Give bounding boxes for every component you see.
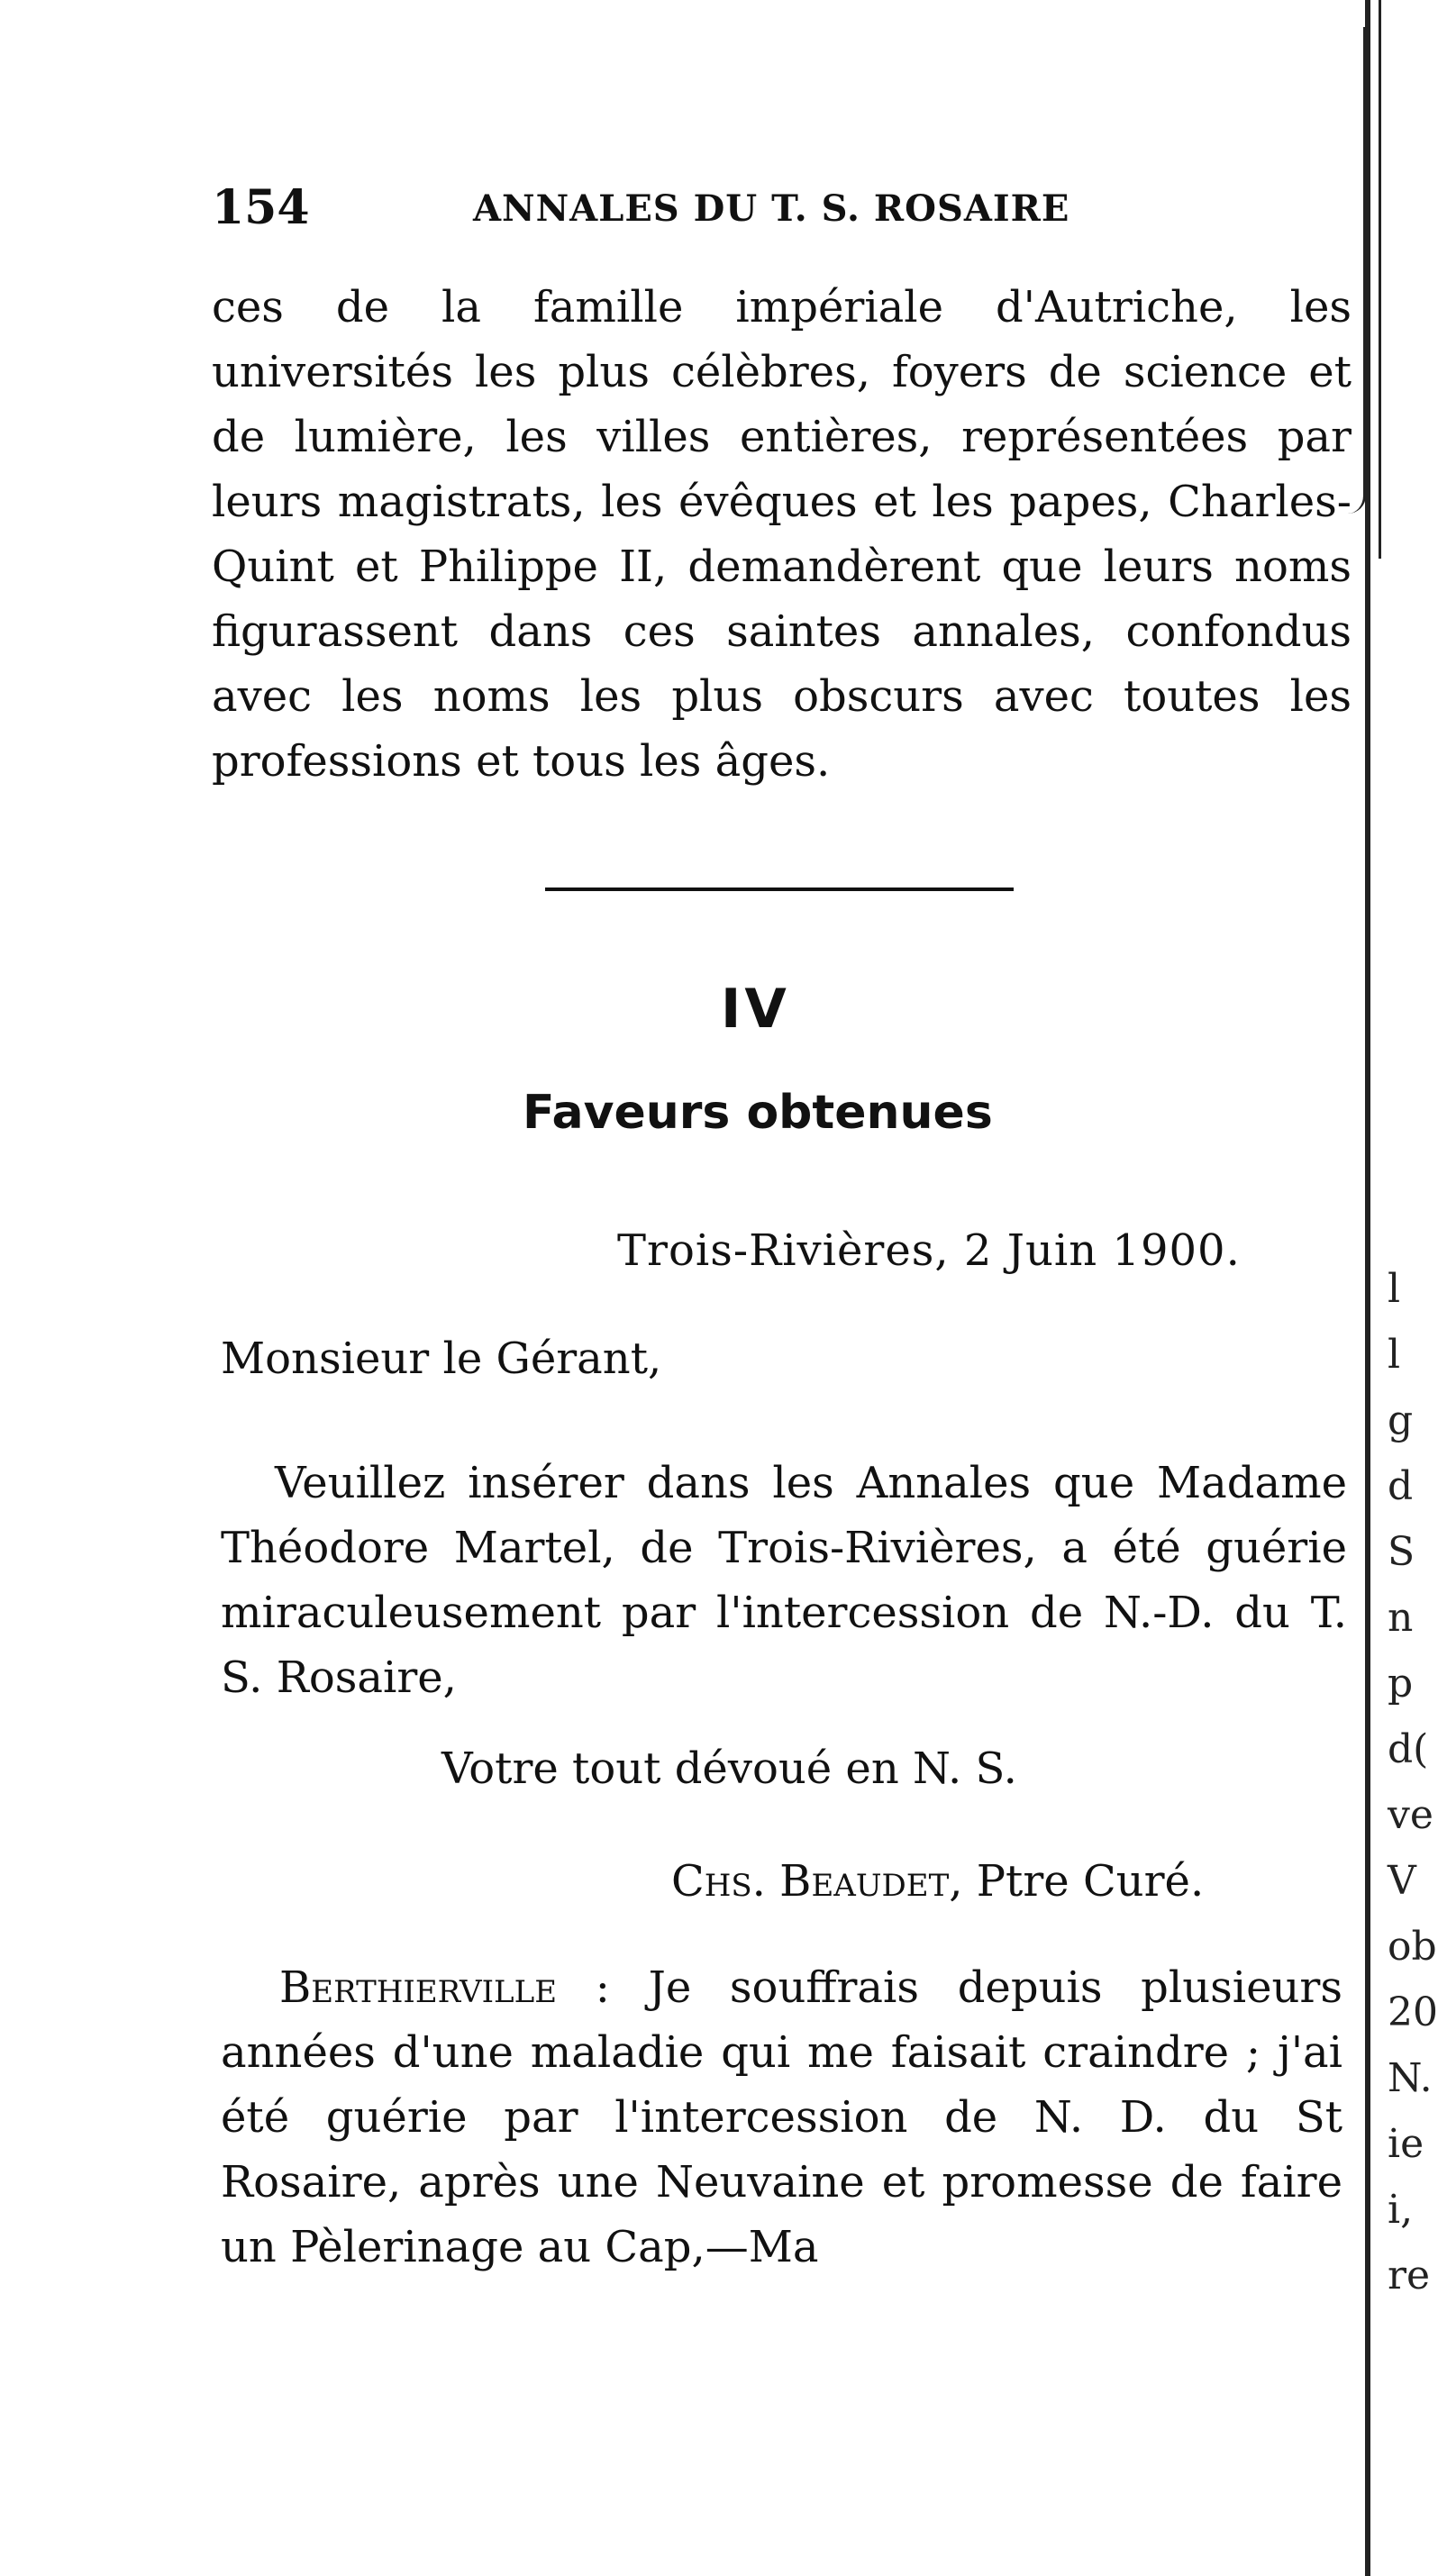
letter-signature bbox=[671, 1856, 1204, 1907]
facing-page-fragment: ob bbox=[1388, 1924, 1437, 1970]
facing-page-fragment: ie bbox=[1388, 2121, 1424, 2167]
facing-page-fragment: S bbox=[1388, 1529, 1415, 1575]
testimony-paragraph bbox=[221, 1955, 1342, 2280]
facing-page-fragment: g bbox=[1388, 1397, 1414, 1443]
facing-page-fragment: N. bbox=[1388, 2055, 1433, 2101]
section-divider bbox=[545, 887, 1014, 891]
letter-place-date: Trois-Rivières, 2 Juin 1900. bbox=[617, 1225, 1241, 1276]
facing-page-fragment: n bbox=[1388, 1595, 1414, 1641]
facing-page-fragment: 20 bbox=[1388, 1989, 1438, 2035]
testimony-text bbox=[221, 1955, 1342, 2280]
letter-closing: Votre tout dévoué en N. S. bbox=[441, 1743, 1017, 1794]
page-gutter-edge bbox=[1365, 0, 1370, 2576]
page-header bbox=[212, 180, 1342, 243]
facing-page-fragment: p bbox=[1388, 1661, 1414, 1707]
page-gutter-edge-inner bbox=[1379, 0, 1381, 559]
facing-page-fragments bbox=[1388, 1257, 1438, 2309]
gutter-bracket bbox=[1347, 27, 1366, 514]
letter-salutation: Monsieur le Gérant, bbox=[221, 1334, 662, 1384]
facing-page-fragment: l bbox=[1388, 1266, 1401, 1312]
facing-page-fragment: V bbox=[1388, 1858, 1416, 1904]
signature-name: Chs. Beaudet, bbox=[671, 1856, 963, 1907]
facing-page-fragment: re bbox=[1388, 2253, 1431, 2298]
letter-body-text: Veuillez insérer dans les Annales que Madame Théodore Martel, de Trois-Rivières, a été guérie miraculeusement par l'intercession de N.-D. du T. S. Rosaire, bbox=[221, 1458, 1347, 1703]
testimony-place: Berthierville : bbox=[279, 1962, 610, 2013]
facing-page-fragment: d bbox=[1388, 1463, 1414, 1509]
facing-page-fragment: i, bbox=[1388, 2187, 1414, 2233]
facing-page-fragment: ve bbox=[1388, 1792, 1433, 1838]
testimony-body: Je souffrais depuis plusieurs années d'une maladie qui me faisait craindre ; j'ai été guérie par l'intercession de N. D. du St Rosaire, après une Neuvaine et promesse de faire un Pèlerinage au Cap,—Ma bbox=[221, 1962, 1343, 2272]
facing-page-fragment: d( bbox=[1388, 1726, 1429, 1772]
page-number: 154 bbox=[212, 180, 310, 235]
signature-title: Ptre Curé. bbox=[962, 1856, 1205, 1907]
section-number: IV bbox=[721, 978, 790, 1041]
running-title: ANNALES DU T. S. ROSAIRE bbox=[473, 187, 1070, 230]
letter-body bbox=[221, 1451, 1347, 1710]
intro-paragraph-text: ces de la famille impériale d'Autriche, les universités les plus célèbres, foyers de science et de lumière, les villes entières, représentées par leurs magistrats, les évêques et les papes, Charles-Quint et Philippe II, demandèrent que leurs noms figurassent dans ces saintes annales, confondus avec les noms les plus obscurs avec toutes les professions et tous les âges. bbox=[212, 282, 1352, 787]
facing-page-fragment: l bbox=[1388, 1332, 1401, 1378]
intro-paragraph bbox=[212, 275, 1352, 794]
section-title: Faveurs obtenues bbox=[523, 1086, 993, 1140]
